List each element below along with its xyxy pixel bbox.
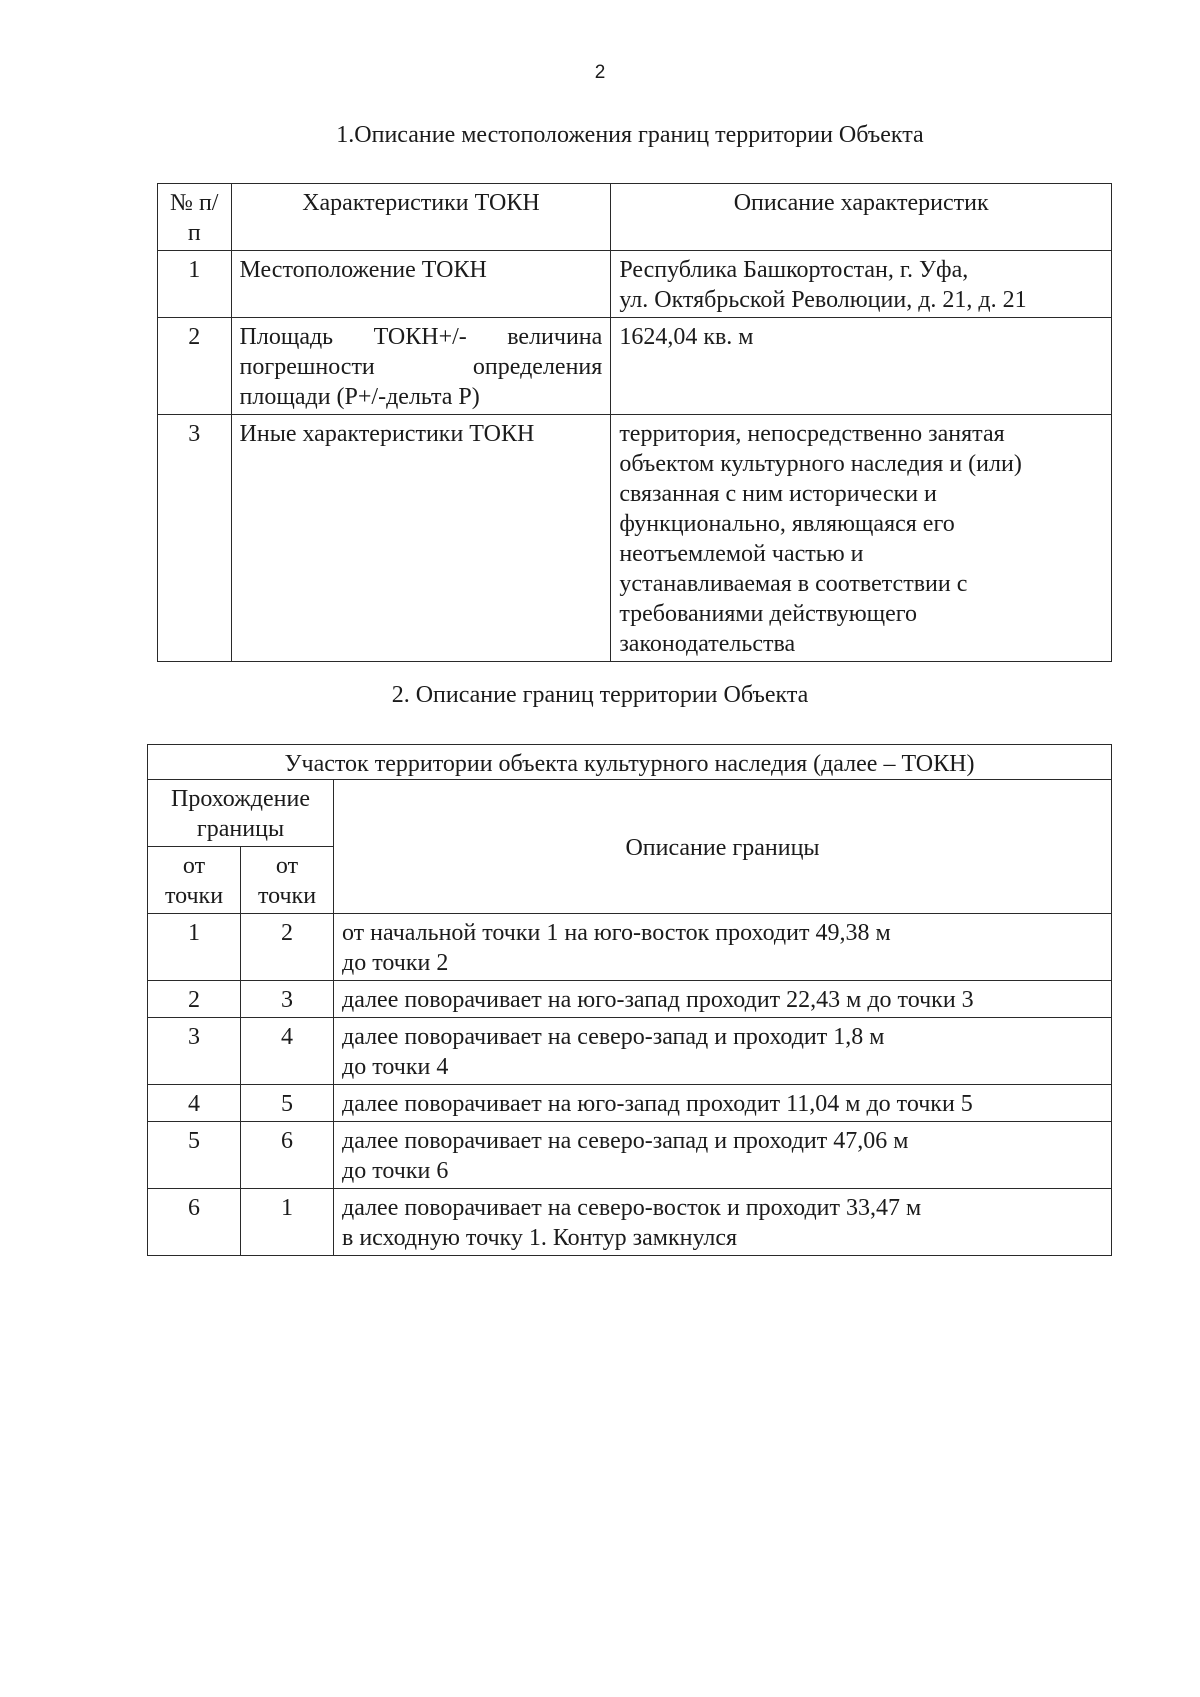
row-characteristic: Иные характеристики ТОКН [231,415,611,662]
boundary-description [334,981,1112,1018]
description-header: Описание границы [334,780,1112,914]
boundary-table-title: Участок территории объекта культурного наследия (далее – ТОКН) [148,745,1112,780]
from-point-header: от точки [148,847,241,914]
section-1-title: 1.Описание местоположения границ территории Объекта [336,122,924,148]
to-point: 3 [241,981,334,1018]
row-num: 3 [158,415,232,662]
to-point-header: от точки [241,847,334,914]
row-characteristic: Площадь ТОКН+/- величина погрешности определения площади (Р+/-дельта Р) [231,318,611,415]
description-line: ул. Октябрьской Революции, д. 21, д. 21 [619,287,1027,313]
row-characteristic: Местоположение ТОКН [231,251,611,318]
boundary-row-1 [148,914,1112,981]
row-num: 2 [158,318,232,415]
row-description [611,251,1112,318]
boundary-header-row [148,780,1112,847]
to-point: 2 [241,914,334,981]
boundary-row-2 [148,981,1112,1018]
description-line: до точки 6 [342,1158,449,1184]
description-line: устанавливаемая в соответствии с [619,571,968,597]
boundary-row-3 [148,1018,1112,1085]
from-point: 2 [148,981,241,1018]
description-line: далее поворачивает на юго-запад проходит 22,43 м до точки 3 [342,987,974,1013]
to-point: 1 [241,1189,334,1256]
location-row-1 [158,251,1112,318]
description-line: далее поворачивает на северо-восток и проходит 33,47 м [342,1195,922,1221]
description-line: 1624,04 кв. м [619,324,754,350]
location-table-header-row [158,184,1112,251]
description-line: от начальной точки 1 на юго-восток проходит 49,38 м [342,920,891,946]
description-line: далее поворачивает на северо-запад и проходит 1,8 м [342,1024,885,1050]
to-point: 4 [241,1018,334,1085]
description-line: законодательства [619,631,796,657]
header-num: № п/п [158,184,232,251]
description-line: до точки 2 [342,950,449,976]
description-line: до точки 4 [342,1054,449,1080]
description-line: требованиями действующего [619,601,918,627]
description-line: территория, непосредственно занятая [619,421,1005,447]
boundary-description [334,1085,1112,1122]
boundary-row-5 [148,1122,1112,1189]
description-line: связанная с ним исторически и [619,481,937,507]
from-point: 4 [148,1085,241,1122]
passage-header: Прохождение границы [148,780,334,847]
page-number: 2 [594,62,606,83]
boundary-row-4 [148,1085,1112,1122]
description-line: в исходную точку 1. Контур замкнулся [342,1225,738,1251]
to-point: 5 [241,1085,334,1122]
section-2-title: 2. Описание границ территории Объекта [391,682,809,708]
description-line: далее поворачивает на юго-запад проходит 11,04 м до точки 5 [342,1091,973,1117]
description-line: функционально, являющаяся его [619,511,955,537]
boundary-table-title-row [148,745,1112,780]
description-line: объектом культурного наследия и (или) [619,451,1022,477]
from-point: 5 [148,1122,241,1189]
row-description [611,318,1112,415]
location-row-3 [158,415,1112,662]
to-point: 6 [241,1122,334,1189]
from-point: 6 [148,1189,241,1256]
header-characteristic: Характеристики ТОКН [231,184,611,251]
location-row-2 [158,318,1112,415]
header-description: Описание характеристик [611,184,1112,251]
description-line: неотъемлемой частью и [619,541,864,567]
from-point: 3 [148,1018,241,1085]
boundary-table [147,744,1112,1256]
boundary-description [334,1189,1112,1256]
location-table [157,183,1112,662]
boundary-description [334,914,1112,981]
row-num: 1 [158,251,232,318]
from-point: 1 [148,914,241,981]
boundary-description [334,1018,1112,1085]
boundary-row-6 [148,1189,1112,1256]
description-line: Республика Башкортостан, г. Уфа, [619,257,969,283]
description-line: далее поворачивает на северо-запад и проходит 47,06 м [342,1128,909,1154]
boundary-description [334,1122,1112,1189]
row-description [611,415,1112,662]
